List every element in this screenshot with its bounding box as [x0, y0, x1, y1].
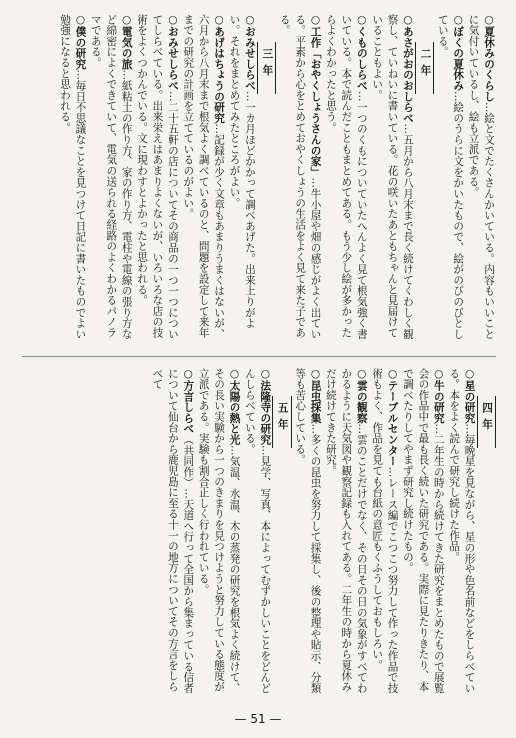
work-entry: [465, 14, 496, 348]
grade-heading: 四年: [477, 396, 496, 448]
entry-description: …気温、水温、木の蒸発の研究を根気よく続けて、その長い実験から一つのきまりを見つけようと努力している態度が立派である。実験も割合正しく行われている。: [197, 368, 241, 694]
entry-title: ぼくの夏休み: [452, 26, 465, 92]
bullet-mark: ○: [243, 14, 256, 27]
work-entry: [446, 368, 477, 698]
work-entry: [134, 14, 180, 348]
grade-heading: 五年: [272, 396, 291, 448]
work-entry: [195, 368, 241, 698]
entry-title: 電気の旅: [120, 26, 133, 70]
page-number: — 51 —: [234, 712, 282, 726]
bullet-mark: ○: [483, 14, 495, 27]
entry-title: 雲の観察: [355, 380, 368, 424]
entry-title: テーブルセンター: [386, 380, 399, 467]
entry-description: …二十五軒の店についてその商品の一つ一つについてしらべている。出来栄えはあまりよくないが、いろいろな店の技術をよくつかんでいる。文に現わすとよかったと思われる。: [136, 14, 179, 340]
upper-section: [10, 14, 496, 348]
entry-description: …牛小屋や畑の感じがよく出ている。平素から心をとめておやくしょうの生活をよく見て来た子である。: [278, 14, 322, 340]
entry-description: …二年生の時から続けてきた研究をまとめたもので展覧会の作品中で最も長く続いた研究である。実際に見たりきたり、本で調べたりしてやまず研究し続けたもの。: [401, 368, 445, 694]
bullet-mark: ○: [386, 368, 399, 381]
bullet-mark: ○: [355, 14, 368, 27]
work-entry: [369, 14, 415, 348]
entry-title: あさがおのおしらべ: [401, 26, 414, 124]
work-entry: [276, 14, 322, 348]
entry-title: 牛の研究: [432, 380, 445, 424]
bullet-mark: ○: [228, 368, 241, 381]
entry-title: おみせしらべ: [243, 26, 256, 92]
entry-description: …記録が少く文章もあまりうまくはないが、六月から八月末まで根気よく調べているのと、問題を設定して来年までの研究の計画を立てているのがよい。: [182, 14, 226, 340]
work-entry: [180, 14, 226, 348]
entry-description: …毎晩星を見ながら、星の形や色名前などをしらべている。本をよく読んで研究し続けた作品。: [448, 368, 476, 694]
grade-heading: 二年: [415, 42, 434, 94]
entry-description: …五月から八月末まで長く続けてくわしく観察し、ていねいに書いている。花の咲いたあともちゃんと見届けていることもよい。: [371, 14, 414, 340]
entry-description: …見学、写真、本によってむずかしいことをどんどんしらべている。: [243, 368, 272, 694]
section-divider: [22, 356, 496, 357]
work-entry: [292, 368, 323, 698]
work-entry: [369, 368, 400, 698]
entry-description: …紙粘土の作り方、家の作り方、電柱や電線の張り方など綿密によくできていて、電気の送られる経路のよくわかるパノラマである。: [89, 14, 133, 340]
entry-title: 夏休みのくらし: [483, 26, 495, 102]
entry-description: …一カ月ほどかかって調べあげた。出来上りがよい。それをまとめてみたところがよい。: [228, 14, 256, 329]
entry-title: 昆虫採集: [309, 380, 322, 424]
entry-title: 工作「おやくしょうさんの家」: [309, 26, 322, 178]
entry-title: 方言しらべ: [182, 380, 195, 435]
work-entry: [434, 14, 465, 348]
entry-description: …絵のうらに文をかいたもので、絵がのびのびとしている。: [436, 14, 465, 340]
bullet-mark: ○: [120, 14, 133, 27]
entry-title: くものしらべ: [355, 26, 368, 92]
entry-title: 法隆寺の研究: [259, 380, 272, 446]
work-entry: [242, 368, 273, 698]
entry-description: …レース編でこつこつ努力して作った作品で技術もよく、作品を見ても台紙の意匠もくふうしておもしろい。: [371, 368, 399, 694]
grade-heading: 三年: [257, 42, 276, 94]
entry-description: …多くの昆虫を努力して採集し、後の整理や貼示、分類等も苦心している。: [294, 368, 322, 694]
entry-description: …毎日不思議なことを見つけて日記に書いたものでよい勉強になると思われる。: [59, 14, 87, 340]
work-entry: [226, 14, 257, 348]
bullet-mark: ○: [166, 14, 179, 27]
entry-description: …一つのくもについていたへんよく見て根気強く書いている。本で読んだこともまとめてある。もう少し絵が多かったらよくわかったと思う。: [324, 14, 368, 340]
bullet-mark: ○: [182, 368, 195, 381]
bullet-mark: ○: [463, 368, 476, 381]
work-entry: [400, 368, 446, 698]
bullet-mark: ○: [309, 14, 322, 27]
bullet-mark: ○: [213, 14, 226, 27]
bullet-mark: ○: [452, 14, 465, 27]
entry-title: 太陽の熱と光: [228, 380, 241, 446]
work-entry: [149, 368, 195, 698]
bullet-mark: ○: [355, 368, 368, 381]
bullet-mark: ○: [401, 14, 414, 27]
lower-section: [10, 368, 496, 698]
bullet-mark: ○: [74, 14, 87, 27]
entry-title: 星の研究: [463, 380, 476, 424]
work-entry: [57, 14, 88, 348]
entry-description: （共同作）…天道へ行って全国から集まっている信者について仙台から鹿児島に至る十一の地方についてその方言をしらべて: [151, 368, 195, 694]
bullet-mark: ○: [259, 368, 272, 381]
entry-description: …絵と文でたくさんかいている。内容もいいことに気付いているし、絵も立派である。: [467, 14, 495, 340]
entry-title: おみせしらべ: [166, 26, 179, 92]
entry-title: 僕の研究: [74, 26, 87, 70]
bullet-mark: ○: [432, 368, 445, 381]
bullet-mark: ○: [309, 368, 322, 381]
work-entry: [323, 14, 369, 348]
entry-title: あげはちょうの研究: [213, 26, 226, 124]
entry-description: …雲のことだけでなく、その日その日の気象がすべてわかるように天気図や観察記録も入れてある。二年生の時から夏休みだけ続けてきた研究。: [324, 368, 368, 694]
work-entry: [323, 368, 369, 698]
work-entry: [87, 14, 133, 348]
